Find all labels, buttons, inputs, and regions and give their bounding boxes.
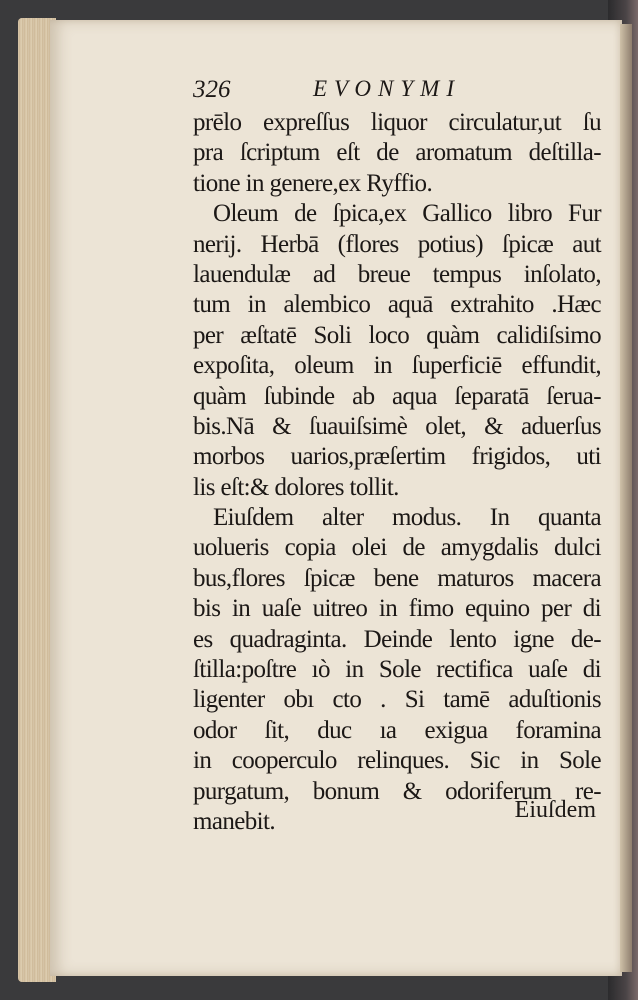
text-line: quàm ſubinde ab aqua ſeparatā ſerua- <box>193 382 601 410</box>
page-number: 326 <box>193 76 231 103</box>
text-line: expoſita, oleum in ſuperficiē effundit, <box>193 352 601 380</box>
text-line: Oleum de ſpica,ex Gallico libro Fur <box>213 200 601 228</box>
text-line: prēlo expreſſus liquor circulatur,ut ſu <box>193 109 601 136</box>
page-gutter-right <box>620 24 632 972</box>
text-line: pra ſcriptum eſt de aromatum deſtilla- <box>193 139 601 167</box>
text-line: morbos uarios,præſertim frigidos, uti <box>193 443 601 471</box>
page-header <box>193 76 593 110</box>
text-line: in cooperculo relinques. Sic in Sole <box>193 747 601 775</box>
text-line: lis eſt:& dolores tollit. <box>193 473 399 501</box>
text-line: tione in genere,ex Ryffio. <box>193 169 433 197</box>
text-line: es quadraginta. Deinde lento igne de- <box>193 625 601 653</box>
text-line: manebit. <box>193 807 275 835</box>
text-line: bus,flores ſpicæ bene maturos macera <box>193 564 601 592</box>
text-line: Eiuſdem alter modus. In quanta <box>213 504 601 532</box>
text-line: bis in uaſe uitreo in fimo equino per di <box>193 595 601 623</box>
text-line: nerij. Herbā (flores potius) ſpicæ aut <box>193 230 601 258</box>
text-line: ligenter obı cto . Si tamē aduſtionis <box>193 686 601 714</box>
text-line: lauendulæ ad breue tempus inſolato, <box>193 260 601 288</box>
text-line: ſtilla:poſtre ıò in Sole rectifica uaſe di <box>193 656 601 684</box>
body-text <box>193 108 601 837</box>
text-line: per æſtatē Soli loco quàm calidiſsimo <box>193 321 601 349</box>
text-line: odor ſit, duc ıa exigua foramina <box>193 716 601 744</box>
running-head: EVONYMI <box>313 76 461 101</box>
catchword: Eiuſdem <box>514 797 596 823</box>
text-line: tum in alembico aquā extrahito .Hæc <box>193 291 601 319</box>
text-line: bis.Nā & ſuauiſsimè olet, & aduerſus <box>193 412 601 440</box>
text-line: uolueris copia olei de amygdalis dulci <box>193 534 601 562</box>
text-line: purgatum, bonum & odoriferum re- <box>193 777 601 805</box>
